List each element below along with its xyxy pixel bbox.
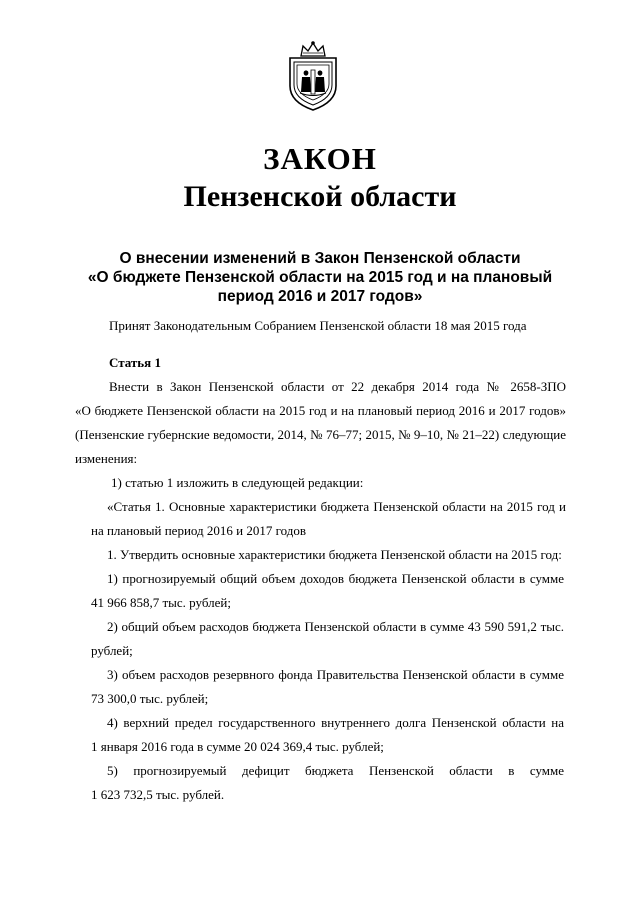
subpoint-line: 2) общий объем расходов бюджета Пензенской области в сумме 43 590 591,2 тыс. [107,619,564,634]
list-item: 1) статью 1 изложить в следующей редакции: [111,475,364,490]
paragraph-line: изменения: [75,451,138,466]
quoted-line: «Статья 1. Основные характеристики бюджета Пензенской области на 2015 год и [107,499,566,514]
coat-of-arms-icon [283,40,343,112]
subpoint-line: 1 января 2016 года в сумме 20 024 369,4 тыс. рублей; [91,739,384,754]
subpoint-line: рублей; [91,643,133,658]
subpoint-line: 3) объем расходов резервного фонда Правительства Пензенской области в сумме [107,667,564,682]
point-line: 1. Утвердить основные характеристики бюджета Пензенской области на 2015 год: [107,547,562,562]
region-title: Пензенской области [183,180,457,213]
subpoint-line: 41 966 858,7 тыс. рублей; [91,595,231,610]
subpoint-line: 5) прогнозируемый дефицит бюджета Пензенской области в сумме [107,763,564,778]
subtitle-line: период 2016 и 2017 годов» [217,288,423,305]
law-subtitle [70,249,570,306]
document-type-title: ЗАКОН [263,141,377,176]
paragraph-line: Внести в Закон Пензенской области от 22 декабря 2014 года № 2658-ЗПО [109,379,566,394]
subpoint-line: 1) прогнозируемый общий объем доходов бюджета Пензенской области в сумме [107,571,564,586]
adoption-note: Принят Законодательным Собранием Пензенской области 18 мая 2015 года [109,318,527,333]
subpoint-line: 73 300,0 тыс. рублей; [91,691,209,706]
paragraph-line: (Пензенские губернские ведомости, 2014, № 76–77; 2015, № 9–10, № 21–22) следующие [75,427,566,442]
subpoint-line: 1 623 732,5 тыс. рублей. [91,787,225,802]
quoted-line: на плановый период 2016 и 2017 годов [91,523,306,538]
article-heading: Статья 1 [109,355,161,370]
subtitle-line: О внесении изменений в Закон Пензенской области [119,250,521,267]
subtitle-line: «О бюджете Пензенской области на 2015 год и на плановый [87,269,553,286]
paragraph-line: «О бюджете Пензенской области на 2015 год и на плановый период 2016 и 2017 годов» [75,403,566,418]
subpoint-line: 4) верхний предел государственного внутреннего долга Пензенской области на [107,715,564,730]
